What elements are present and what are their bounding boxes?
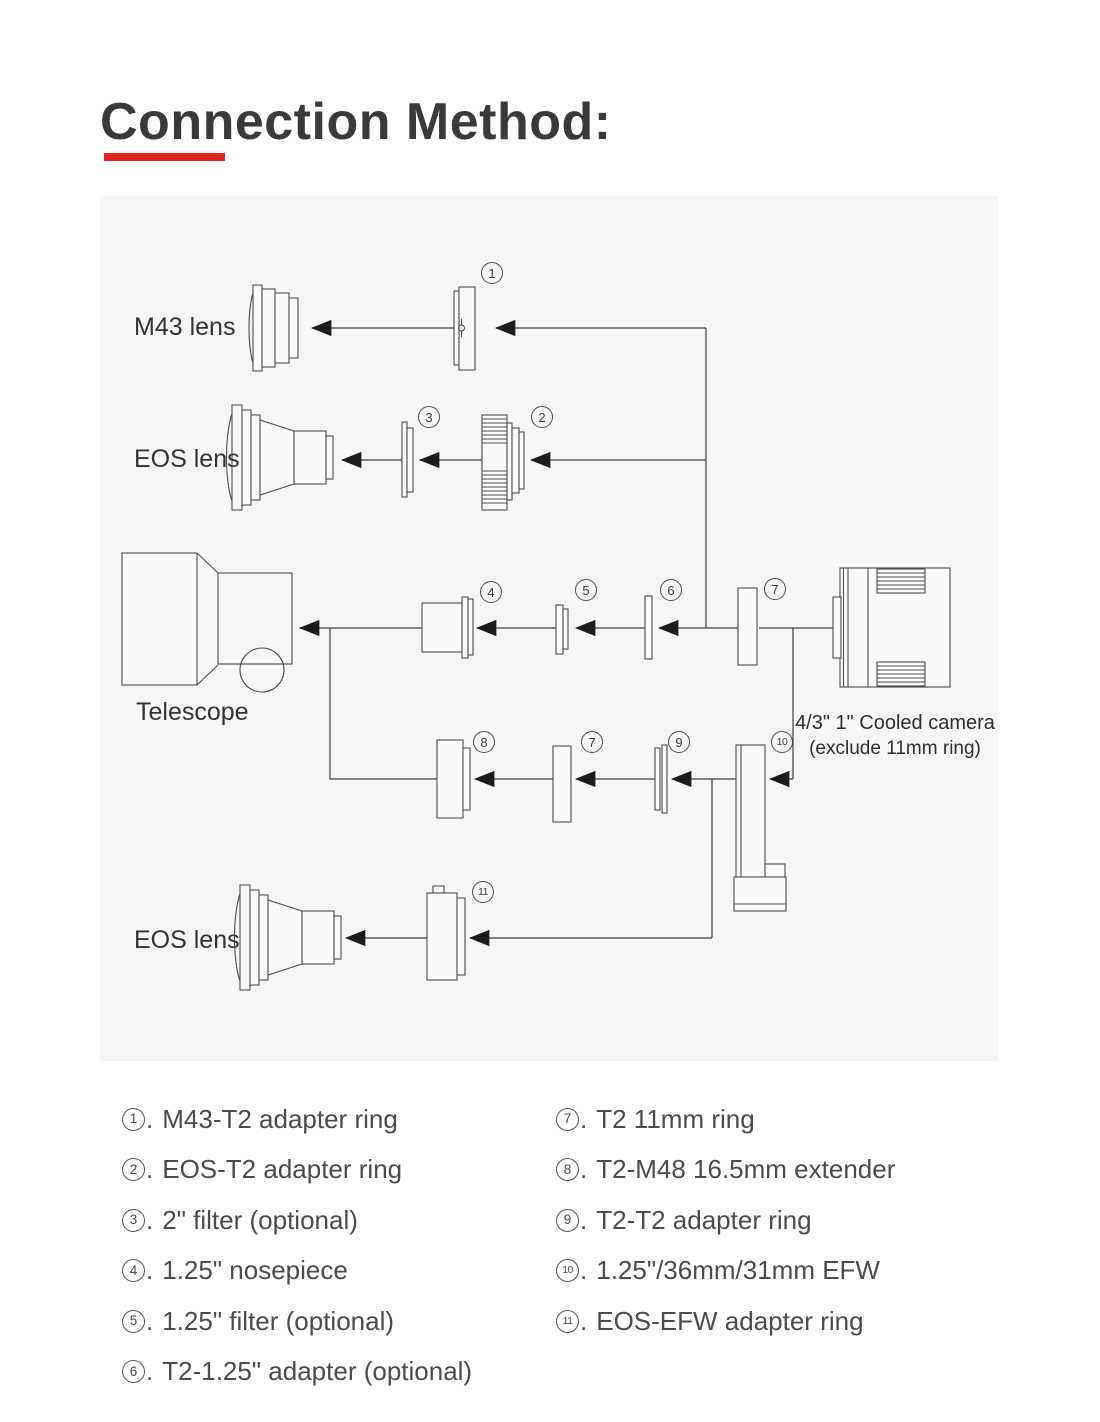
legend-column-left (122, 1104, 542, 1407)
legend-label-2: EOS-T2 adapter ring (162, 1154, 403, 1184)
legend-num-6: 6 (122, 1360, 145, 1383)
part-9-t2-t2-ring (655, 745, 667, 813)
legend-num-3: 3 (122, 1209, 145, 1232)
legend-sep: . (146, 1356, 154, 1386)
legend-sep: . (580, 1103, 588, 1134)
legend-num-8: 8 (556, 1158, 579, 1181)
legend-item-11 (556, 1306, 1016, 1336)
legend-item-8 (556, 1155, 1016, 1185)
telescope-drawing (122, 553, 292, 692)
legend-label-10: 1.25"/36mm/31mm EFW (596, 1255, 880, 1285)
callout-2: 2 (531, 406, 553, 428)
part-8-t2-m48-extender (437, 740, 470, 818)
camera-caption-line2: (exclude 11mm ring) (809, 738, 981, 759)
callout-11: 11 (472, 881, 494, 903)
legend-label-8: T2-M48 16.5mm extender (596, 1154, 896, 1184)
legend-sep: . (146, 1255, 154, 1285)
legend-sep: . (146, 1154, 154, 1184)
camera-caption-line1: 4/3" 1" Cooled camera (795, 712, 995, 734)
legend-item-6 (122, 1357, 542, 1387)
legend-label-4: 1.25" nosepiece (162, 1255, 348, 1285)
legend-sep: . (146, 1103, 154, 1134)
legend-num-11: 11 (556, 1310, 579, 1333)
telescope-label: Telescope (136, 698, 249, 726)
part-2-eos-t2-ring (482, 415, 524, 510)
legend-num-1: 1 (122, 1108, 145, 1131)
legend-item-1 (122, 1104, 542, 1134)
legend-num-9: 9 (556, 1209, 579, 1232)
callout-5: 5 (575, 579, 597, 601)
callout-7-bottom: 7 (581, 731, 603, 753)
eos-lens-bottom-drawing (235, 885, 342, 990)
m43-lens-drawing (249, 285, 298, 371)
title-underline (104, 153, 225, 161)
callout-7-top: 7 (764, 578, 786, 600)
legend-item-10 (556, 1256, 1016, 1286)
legend-item-4 (122, 1256, 542, 1286)
eos-lens-bottom-label: EOS lens (134, 926, 240, 954)
callout-10: 10 (771, 731, 793, 753)
legend-sep: . (146, 1305, 154, 1336)
cooled-camera-drawing (833, 568, 950, 687)
legend-label-3: 2" filter (optional) (162, 1204, 358, 1235)
part-5-125-filter (556, 605, 568, 654)
m43-lens-label: M43 lens (134, 313, 236, 341)
legend-sep: . (580, 1154, 588, 1184)
part-1-m43-t2-ring (454, 287, 475, 370)
legend-item-5 (122, 1306, 542, 1336)
page-title: Connection Method: (100, 93, 612, 151)
part-7-t2-11mm-ring-bottom (553, 746, 571, 822)
legend-num-2: 2 (122, 1158, 145, 1181)
legend-num-7: 7 (556, 1108, 579, 1131)
part-6-t2-125-adapter (645, 596, 652, 659)
legend-item-2 (122, 1155, 542, 1185)
part-7-t2-11mm-ring-top (738, 588, 757, 665)
legend-num-5: 5 (122, 1310, 145, 1333)
part-11-eos-efw-ring (427, 886, 465, 980)
legend-label-1: M43-T2 adapter ring (162, 1103, 398, 1134)
legend-column-right (556, 1104, 1016, 1357)
legend-sep: . (580, 1204, 588, 1235)
callout-4: 4 (480, 581, 502, 603)
legend-sep: . (580, 1255, 588, 1285)
eos-lens-top-drawing (227, 405, 334, 510)
legend-label-7: T2 11mm ring (596, 1103, 755, 1134)
camera-caption (778, 710, 1012, 761)
legend-sep: . (580, 1305, 588, 1336)
part-4-nosepiece (422, 597, 473, 658)
legend-label-11: EOS-EFW adapter ring (596, 1305, 864, 1336)
callout-1: 1 (481, 262, 503, 284)
legend-num-4: 4 (122, 1259, 145, 1282)
callout-6: 6 (660, 579, 682, 601)
callout-9: 9 (668, 731, 690, 753)
legend-label-5: 1.25" filter (optional) (162, 1305, 395, 1336)
callout-8: 8 (473, 731, 495, 753)
legend-label-6: T2-1.25" adapter (optional) (162, 1356, 473, 1386)
legend-item-3 (122, 1205, 542, 1235)
legend-num-10: 10 (556, 1259, 579, 1282)
callout-3: 3 (418, 406, 440, 428)
legend-sep: . (146, 1204, 154, 1235)
legend-label-9: T2-T2 adapter ring (596, 1204, 812, 1235)
eos-lens-top-label: EOS lens (134, 445, 240, 473)
legend-item-7 (556, 1104, 1016, 1134)
legend-item-9 (556, 1205, 1016, 1235)
part-10-efw-drawing (734, 745, 786, 911)
part-3-2in-filter (402, 422, 413, 497)
